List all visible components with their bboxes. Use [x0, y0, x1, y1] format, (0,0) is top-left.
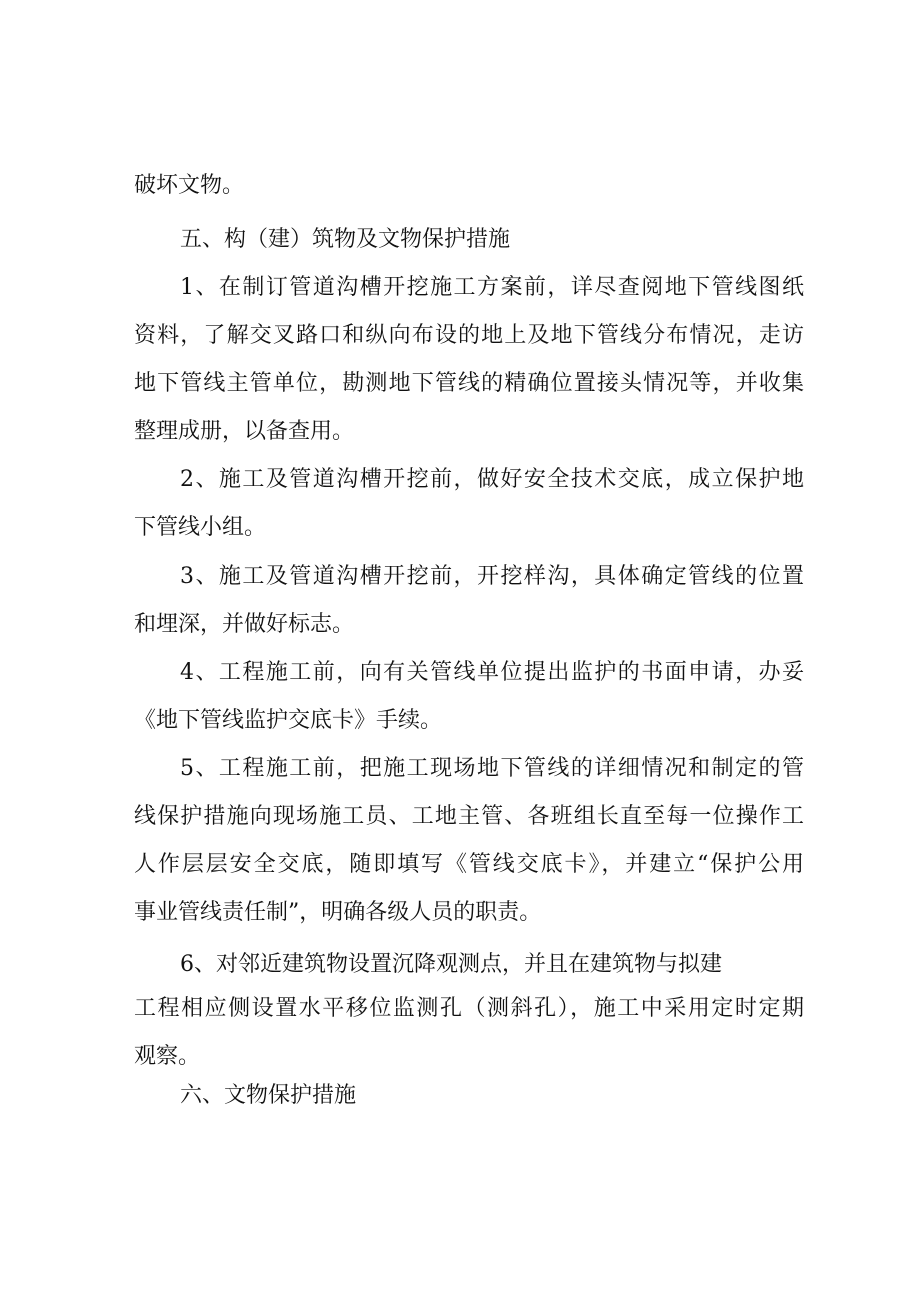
paragraph-line: 资料，了解交叉路口和纵向布设的地上及地下管线分布情况，走访: [134, 323, 804, 348]
section-heading: 六、文物保护措施: [180, 1083, 357, 1108]
paragraph-line: 4、工程施工前，向有关管线单位提出监护的书面申请，办妥: [180, 660, 804, 685]
paragraph-line: 人作层层安全交底，随即填写《管线交底卡》，并建立“保护公用: [134, 852, 804, 877]
paragraph-line: 观察。: [134, 1044, 201, 1069]
paragraph-line: 《地下管线监护交底卡》手续。: [134, 708, 443, 733]
paragraph-line: 6、对邻近建筑物设置沉降观测点，并且在建筑物与拟建: [180, 952, 722, 977]
section-heading: 五、构（建）筑物及文物保护措施: [180, 227, 511, 252]
paragraph-line: 线保护措施向现场施工员、工地主管、各班组长直至每一位操作工: [134, 804, 804, 829]
paragraph-line: 地下管线主管单位，勘测地下管线的精确位置接头情况等，并收集: [134, 371, 804, 396]
paragraph-line: 3、施工及管道沟槽开挖前，开挖样沟，具体确定管线的位置: [180, 564, 804, 589]
paragraph-line: 5、工程施工前，把施工现场地下管线的详细情况和制定的管: [180, 756, 804, 781]
paragraph-line: 工程相应侧设置水平移位监测孔（测斜孔），施工中采用定时定期: [134, 996, 804, 1021]
paragraph-line: 1、在制订管道沟槽开挖施工方案前，详尽查阅地下管线图纸: [180, 275, 804, 300]
paragraph-line: 事业管线责任制”，明确各级人员的职责。: [134, 900, 542, 925]
paragraph-line: 整理成册，以备查用。: [134, 419, 355, 444]
text-line: 破坏文物。: [134, 173, 245, 198]
paragraph-line: 下管线小组。: [134, 515, 267, 540]
paragraph-line: 2、施工及管道沟槽开挖前，做好安全技术交底，成立保护地: [180, 467, 804, 492]
paragraph-line: 和埋深，并做好标志。: [134, 612, 355, 637]
